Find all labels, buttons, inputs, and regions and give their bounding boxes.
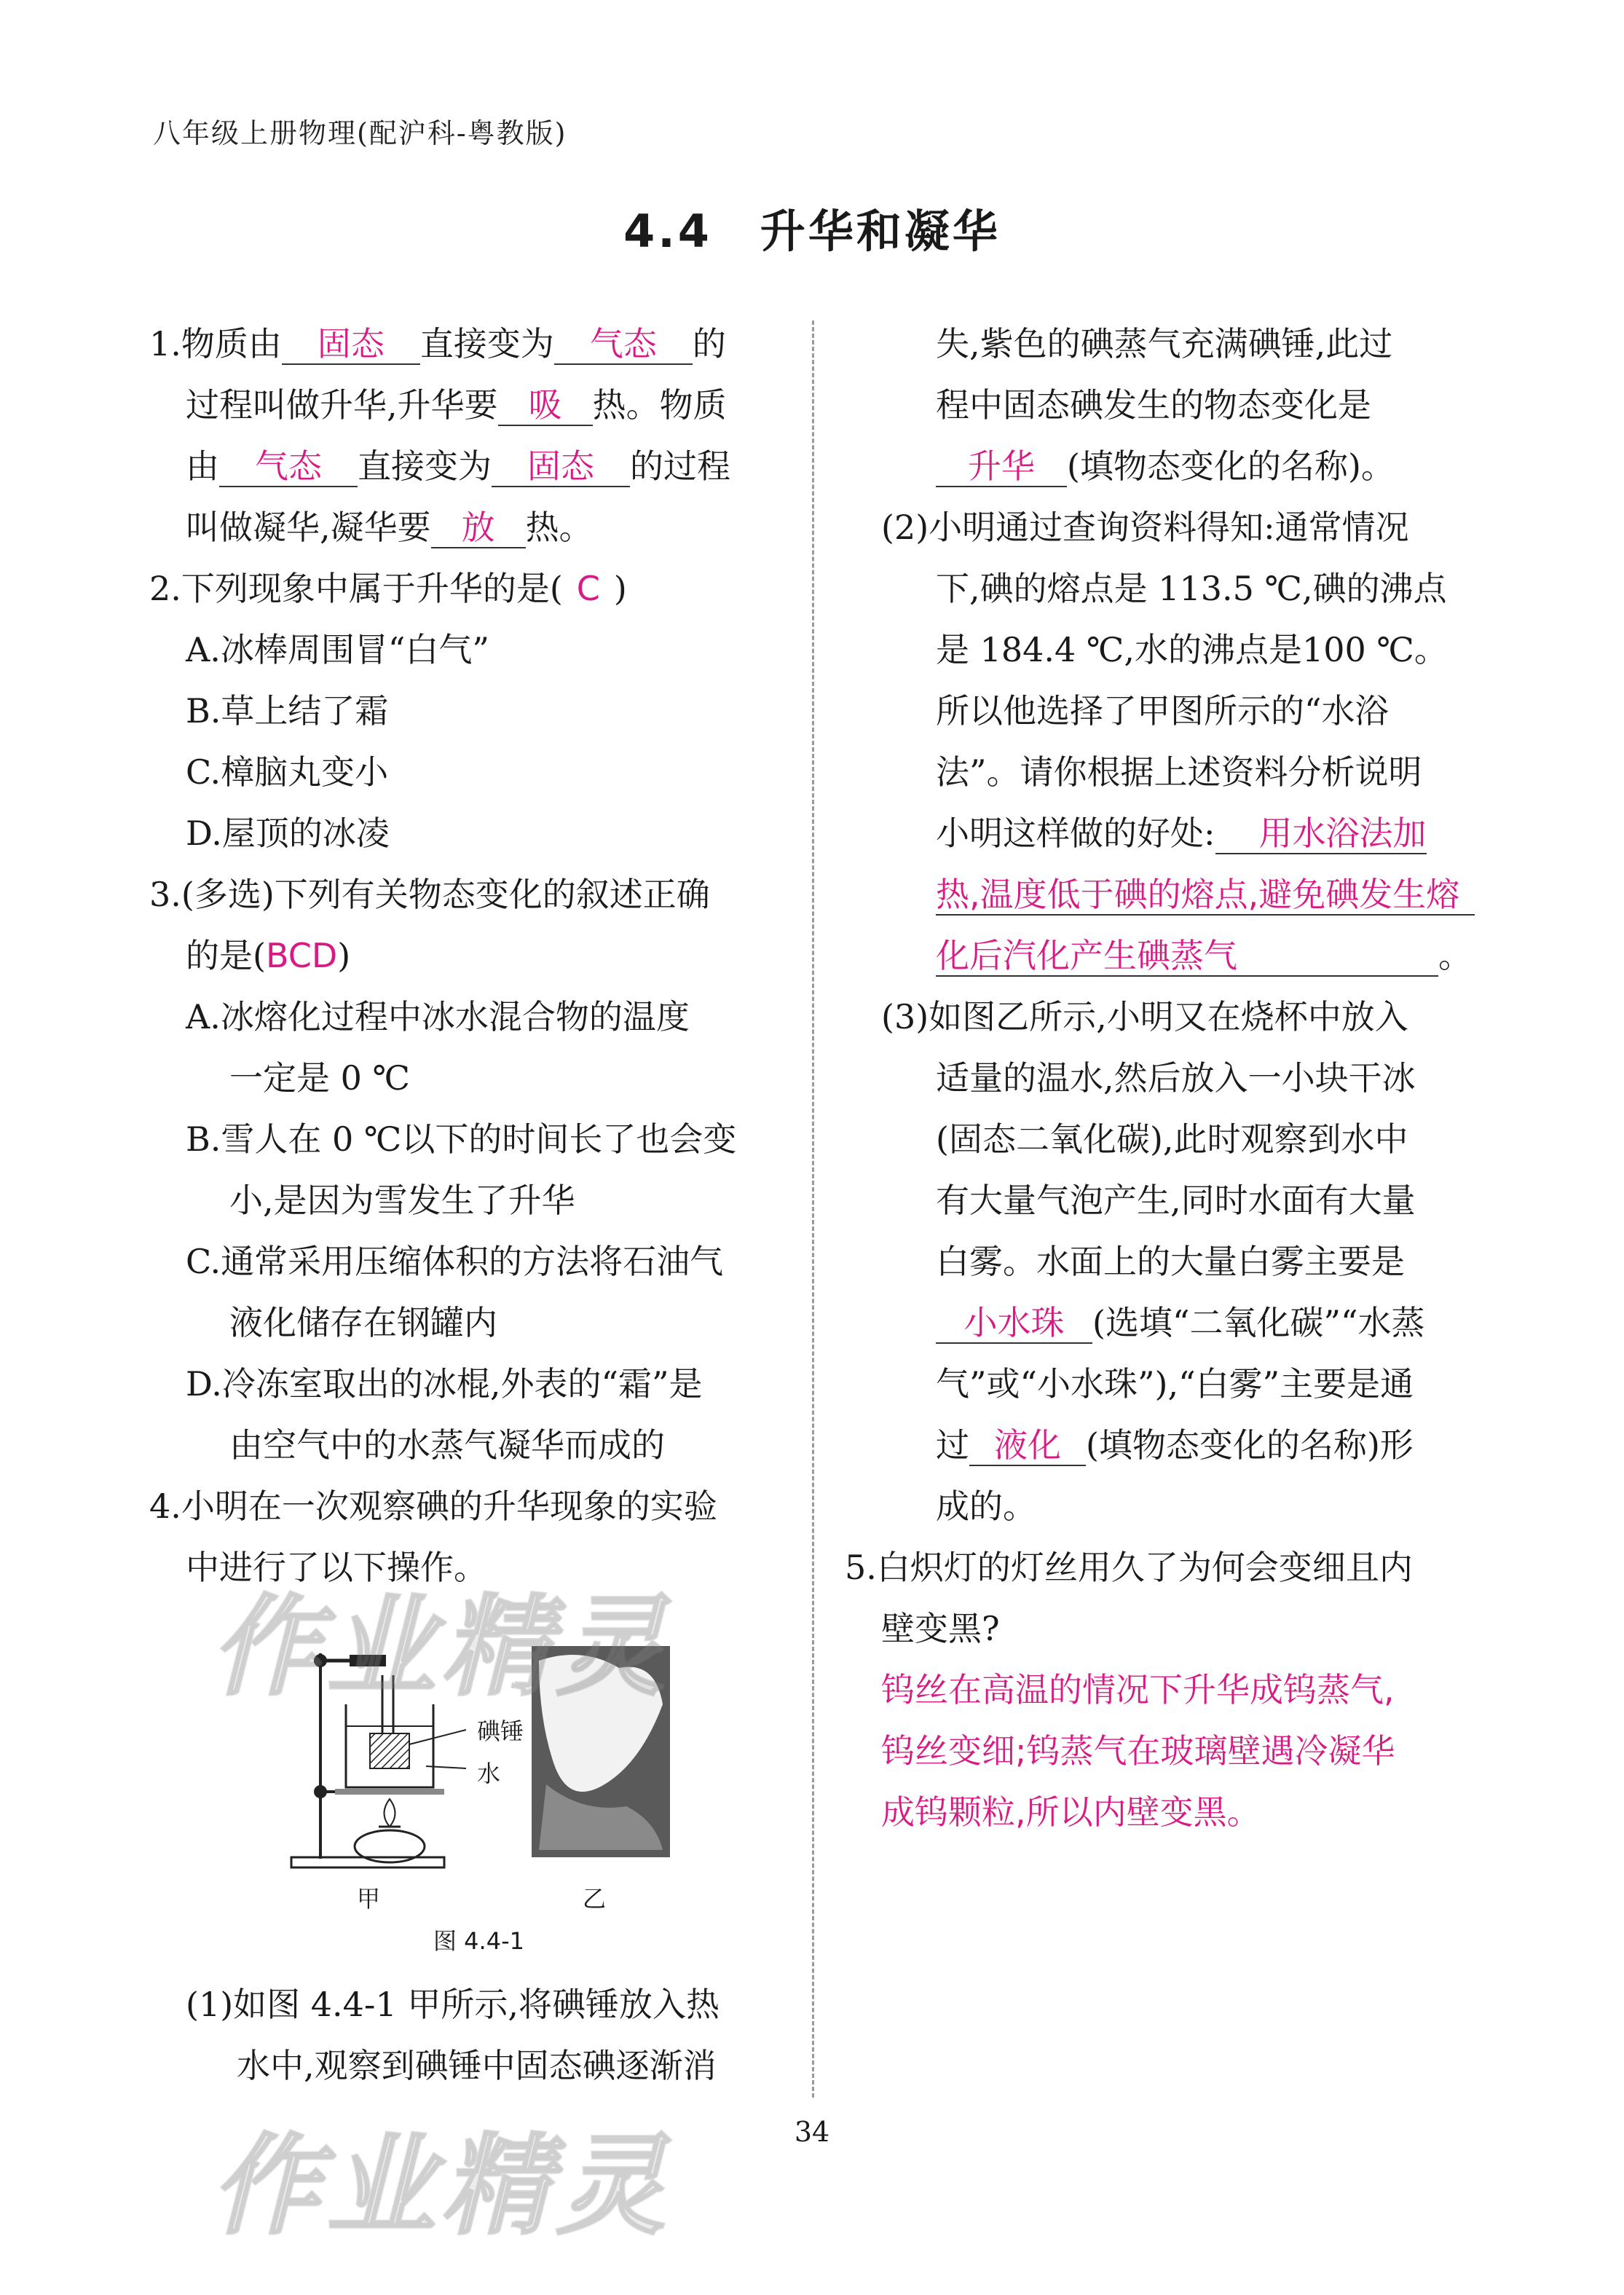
q4-part2-line-4: 所以他选择了甲图所示的“水浴 — [936, 691, 1389, 731]
q4-part3-line-6: 小水珠 (选填“二氧化碳”“水蒸 — [936, 1301, 1425, 1345]
section-title: 4.4 升华和凝华 — [623, 205, 1001, 258]
q3-option-b-cont: 小,是因为雪发生了升华 — [229, 1181, 575, 1220]
q1-blank-1: 固态 — [282, 324, 420, 365]
column-divider — [812, 320, 814, 2098]
q2-option-a: A.冰棒周围冒“白气” — [186, 630, 489, 669]
q3-stem: 3.(多选)下列有关物态变化的叙述正确 — [149, 875, 710, 914]
q4-part1-line-1: (1)如图 4.4-1 甲所示,将碘锤放入热 — [186, 1985, 720, 2024]
q1-line-2: 过程叫做升华,升华要 吸 热。物质 — [186, 385, 727, 425]
q4-part1-line-4: 程中固态碘发生的物态变化是 — [936, 385, 1371, 425]
q3-option-a-cont: 一定是 0 ℃ — [229, 1058, 410, 1098]
label-water: 水 — [477, 1760, 501, 1787]
q3-option-c-cont: 液化储存在钢罐内 — [229, 1303, 497, 1342]
q4-part1-answer: 升华 — [936, 446, 1067, 487]
q4-part2-answer-2: 热,温度低于碘的熔点,避免碘发生熔 — [936, 875, 1475, 916]
q4-part2-line-3: 是 184.4 ℃,水的沸点是100 ℃。 — [936, 630, 1448, 669]
q3-option-a: A.冰熔化过程中冰水混合物的温度 — [186, 997, 690, 1036]
q4-part3-line-9: 成的。 — [936, 1487, 1036, 1526]
q4-part3-answer-1: 小水珠 — [936, 1303, 1092, 1344]
q2-answer: C — [576, 569, 600, 608]
label-iodine-hammer: 碘锤 — [477, 1717, 524, 1745]
q1-blank-2: 气态 — [554, 324, 693, 365]
q4-part1-line-5: 升华 (填物态变化的名称)。 — [936, 444, 1395, 488]
q1-line-3: 由 气态 直接变为 固态 的过程 — [186, 446, 730, 486]
q2-stem: 2.下列现象中属于升华的是( C ) — [149, 567, 627, 610]
q4-part3-line-1: (3)如图乙所示,小明又在烧杯中放入 — [881, 997, 1408, 1036]
q3-option-c: C.通常采用压缩体积的方法将石油气 — [186, 1242, 724, 1281]
q4-part2-line-8: 化后汽化产生碘蒸气 。 — [936, 936, 1472, 975]
q4-stem: 4.小明在一次观察碘的升华现象的实验 — [149, 1487, 717, 1526]
q3-stem-2: 的是(BCD) — [186, 936, 351, 975]
q4-part3-answer-2: 液化 — [969, 1425, 1086, 1466]
q1-blank-3: 吸 — [498, 385, 593, 426]
q4-part3-line-5: 白雾。水面上的大量白雾主要是 — [936, 1242, 1405, 1281]
q1-line-4: 叫做凝华,凝华要 放 热。 — [186, 508, 593, 547]
q4-part1-line-2: 水中,观察到碘锤中固态碘逐渐消 — [237, 2046, 717, 2085]
q1-blank-4: 气态 — [219, 446, 358, 487]
q4-part2-answer-3: 化后汽化产生碘蒸气 — [936, 936, 1438, 977]
q4-part3-line-4: 有大量气泡产生,同时水面有大量 — [936, 1181, 1416, 1220]
q4-part3-line-2: 适量的温水,然后放入一小块干冰 — [936, 1058, 1416, 1098]
q3-option-d-cont: 由空气中的水蒸气凝华而成的 — [229, 1425, 665, 1465]
watermark: 作业精灵 — [211, 1584, 672, 1711]
q5-answer-line-3: 成钨颗粒,所以内壁变黑。 — [881, 1792, 1261, 1832]
running-header: 八年级上册物理(配沪科-粤教版) — [153, 117, 567, 149]
q5-answer-line-2: 钨丝变细;钨蒸气在玻璃壁遇冷凝华 — [881, 1731, 1395, 1771]
q2-option-b: B.草上结了霜 — [186, 691, 389, 731]
q5-answer-line-1: 钨丝在高温的情况下升华成钨蒸气, — [881, 1670, 1395, 1709]
q4-part2-answer-1: 用水浴法加 — [1215, 814, 1427, 854]
label-jia: 甲 — [357, 1885, 381, 1913]
watermark-bottom: 作业精灵 — [211, 2123, 672, 2250]
q3-option-b: B.雪人在 0 ℃以下的时间长了也会变 — [186, 1119, 737, 1159]
q5-stem: 5.白炽灯的灯丝用久了为何会变细且内 — [845, 1548, 1413, 1587]
figure-caption: 图 4.4-1 — [433, 1927, 524, 1955]
q1-blank-6: 放 — [431, 508, 526, 548]
q2-option-c: C.樟脑丸变小 — [186, 752, 389, 792]
label-yi: 乙 — [583, 1885, 607, 1913]
q4-stem-2: 中进行了以下操作。 — [186, 1548, 487, 1587]
q4-part3-line-3: (固态二氧化碳),此时观察到水中 — [936, 1119, 1408, 1159]
q4-part2-line-1: (2)小明通过查询资料得知:通常情况 — [881, 508, 1409, 547]
q3-answer: BCD — [265, 936, 338, 975]
q3-option-d: D.冷冻室取出的冰棍,外表的“霜”是 — [186, 1364, 703, 1404]
q4-part3-line-8: 过 液化 (填物态变化的名称)形 — [936, 1425, 1414, 1465]
q4-part3-line-7: 气”或“小水珠”),“白雾”主要是通 — [936, 1364, 1414, 1404]
q4-part2-line-7 — [936, 873, 1475, 916]
q2-option-d: D.屋顶的冰凌 — [186, 814, 390, 853]
q5-stem-2: 壁变黑? — [881, 1609, 1000, 1648]
q4-part2-line-5: 法”。请你根据上述资料分析说明 — [936, 752, 1422, 792]
q4-part1-line-3: 失,紫色的碘蒸气充满碘锤,此过 — [936, 324, 1393, 363]
q4-part2-line-2: 下,碘的熔点是 113.5 ℃,碘的沸点 — [936, 569, 1447, 608]
q4-part2-line-6: 小明这样做的好处: 用水浴法加 — [936, 814, 1427, 853]
q1-line-1: 1.物质由 固态 直接变为 气态 的 — [149, 324, 726, 363]
q1-blank-5: 固态 — [492, 446, 630, 487]
page-number: 34 — [794, 2116, 830, 2148]
